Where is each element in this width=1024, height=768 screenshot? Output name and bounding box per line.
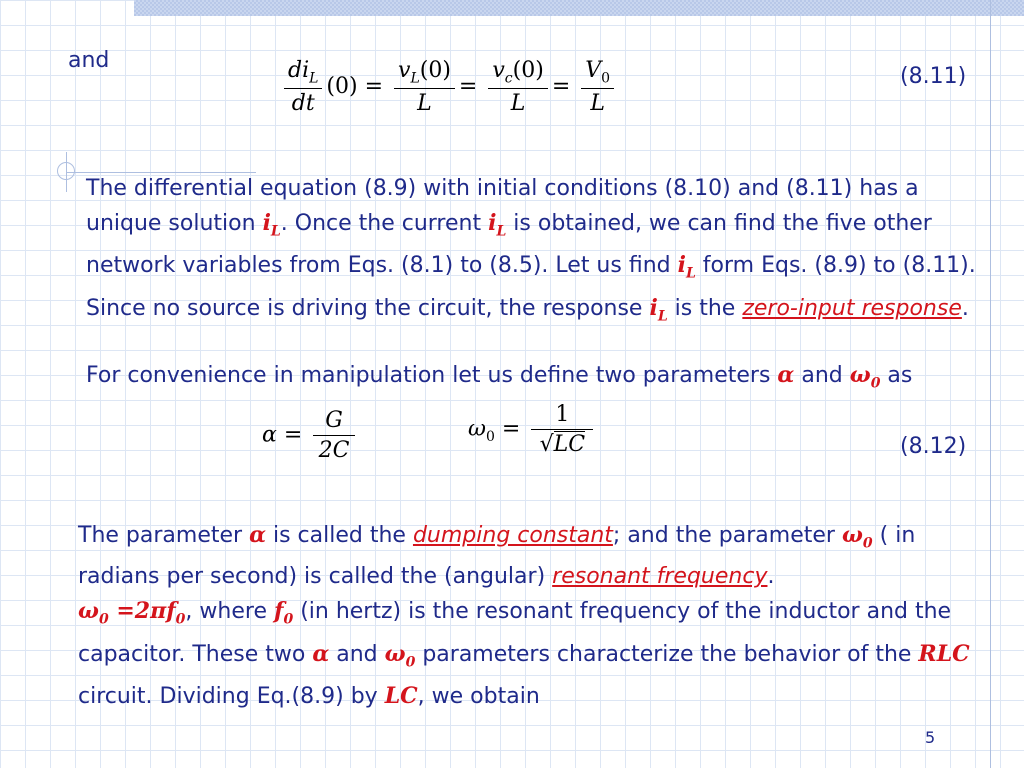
eq811-frac2: $\frac{v_L(0)}{L}$	[394, 58, 455, 116]
alpha-symbol: α	[777, 362, 795, 388]
zero-input-response-term: zero-input response	[742, 295, 962, 321]
omega0-symbol: $\omega_0$	[849, 362, 881, 392]
page-number: 5	[925, 728, 936, 747]
equation-8-12-alpha: α = $\frac{G}{2C}$	[262, 408, 359, 463]
eq-8-11-number: (8.11)	[900, 64, 967, 89]
iL-symbol: $i_L$	[488, 210, 507, 240]
deco-circle	[57, 162, 75, 180]
eq811-frac3: $\frac{v_c(0)}{L}$	[488, 58, 547, 116]
top-pattern-bar	[134, 0, 1024, 16]
paragraph-2: For convenience in manipulation let us define two parameters α and $\omega_0$ as	[86, 362, 913, 392]
iL-symbol: $i_L$	[262, 210, 281, 240]
iL-symbol: $i_L$	[649, 294, 668, 325]
resonant-frequency-term: resonant frequency	[552, 564, 768, 590]
eq811-frac1: $\frac{di_L}{dt}$	[284, 58, 322, 116]
equation-8-11: $\frac{di_L}{dt}$ (0) = $\frac{v_L(0)}{L}$ = $\frac{v_c(0)}{L}$ = $\frac{V_0}{L}$	[280, 58, 618, 116]
and-label: and	[68, 48, 110, 73]
iL-symbol: $i_L$	[677, 252, 696, 282]
eq811-frac4: $\frac{V_0}{L}$	[581, 58, 614, 116]
right-guide-line	[990, 0, 991, 768]
omega-relation: $\omega_0 =2\pi f_0$	[78, 598, 186, 628]
eq-8-12-number: (8.12)	[900, 434, 967, 459]
paragraph-1: The differential equation (8.9) with initial conditions (8.10) and (8.11) has a unique solution $i_L$. Once the current $i_L$ is obtained, we can find the five other network variables from Eqs. (8.1) to (8.5). Let us find $i_L$ form Eqs. (8.9) to (8.11). Since no source is driving the circuit, the response $i_L$ is the zero-input response.	[86, 176, 976, 325]
paragraph-3: The parameter α is called the dumping constant; and the parameter $\omega_0$ ( in radians per second) is called the (angular) resonant frequency. $\omega_0 =2\pi f_0$, where $f_0$ (in hertz) is the resonant frequency of the inductor and the capacitor. These two α and $\omega_0$ parameters characterize the behavior of the RLC circuit. Dividing Eq.(8.9) by LC, we obtain	[78, 522, 970, 710]
dumping-constant-term: dumping constant	[412, 523, 613, 548]
equation-8-12-omega: $\omega_0$ = $\frac{1}{√LC}$	[468, 402, 597, 457]
